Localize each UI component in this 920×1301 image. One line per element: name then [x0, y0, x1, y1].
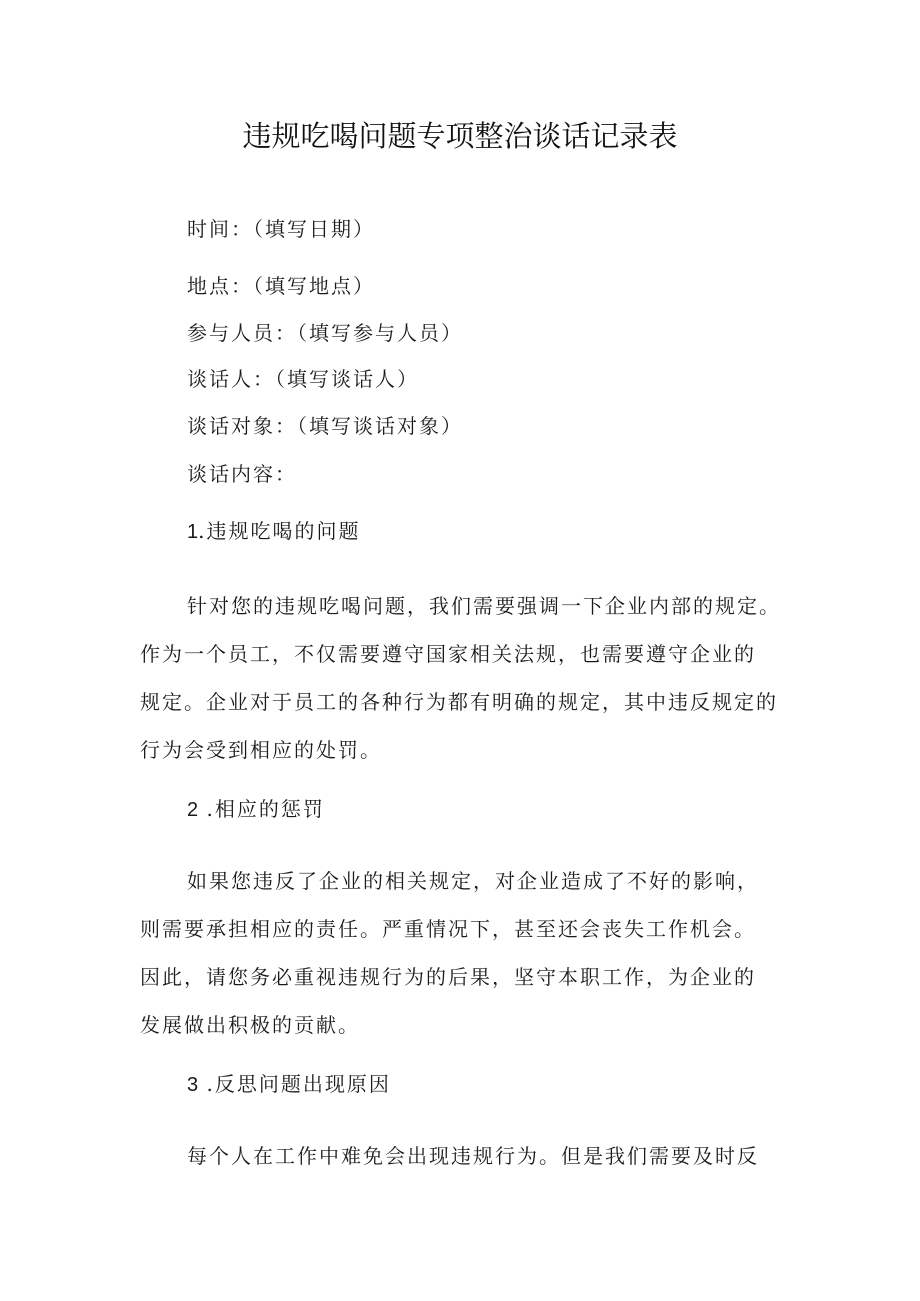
section-1-heading	[187, 515, 360, 544]
section-1-number: 1	[187, 521, 199, 543]
section-1-title: .违规吃喝的问题	[198, 519, 361, 543]
section-3-title: .反思问题出现原因	[206, 1072, 391, 1096]
field-time	[187, 213, 375, 242]
document-title: 违规吃喝问题专项整治谈话记录表	[242, 119, 678, 153]
field-time-label: 时间：	[187, 217, 253, 241]
field-interviewee-value: （填写谈话对象）	[297, 414, 463, 438]
field-location-value: （填写地点）	[253, 274, 375, 298]
field-participants-value: （填写参与人员）	[297, 321, 463, 345]
content-label: 谈话内容：	[187, 462, 297, 486]
field-interviewer	[187, 363, 419, 392]
field-interviewee	[187, 410, 463, 439]
field-interviewer-value: （填写谈话人）	[275, 367, 419, 391]
field-location	[187, 270, 375, 299]
section-3-number: 3	[187, 1074, 199, 1096]
field-participants	[187, 317, 463, 346]
section-2-title: .相应的惩罚	[206, 797, 325, 821]
section-3-line: 每个人在工作中难免会出现违规行为。但是我们需要及时反	[187, 1144, 759, 1168]
field-time-value: （填写日期）	[253, 217, 375, 241]
field-interviewee-label: 谈话对象：	[187, 414, 297, 438]
section-2-line: 因此，请您务必重视违规行为的后果，坚守本职工作，为企业的	[140, 965, 756, 989]
section-2-number: 2	[187, 799, 199, 821]
field-interviewer-label: 谈话人：	[187, 367, 275, 391]
section-3-heading	[187, 1068, 391, 1097]
section-1-line: 作为一个员工，不仅需要遵守国家相关法规，也需要遵守企业的	[140, 642, 756, 666]
section-1-line: 针对您的违规吃喝问题，我们需要强调一下企业内部的规定。	[187, 594, 781, 618]
section-1-line: 行为会受到相应的处罚。	[140, 738, 382, 762]
section-2-heading	[187, 793, 325, 822]
section-2-line: 如果您违反了企业的相关规定，对企业造成了不好的影响，	[187, 869, 759, 893]
section-2-line: 则需要承担相应的责任。严重情况下，甚至还会丧失工作机会。	[140, 917, 756, 941]
section-1-line: 规定。企业对于员工的各种行为都有明确的规定，其中违反规定的	[140, 690, 778, 714]
section-2-line: 发展做出积极的贡献。	[140, 1013, 360, 1037]
field-location-label: 地点：	[187, 274, 253, 298]
field-participants-label: 参与人员：	[187, 321, 297, 345]
